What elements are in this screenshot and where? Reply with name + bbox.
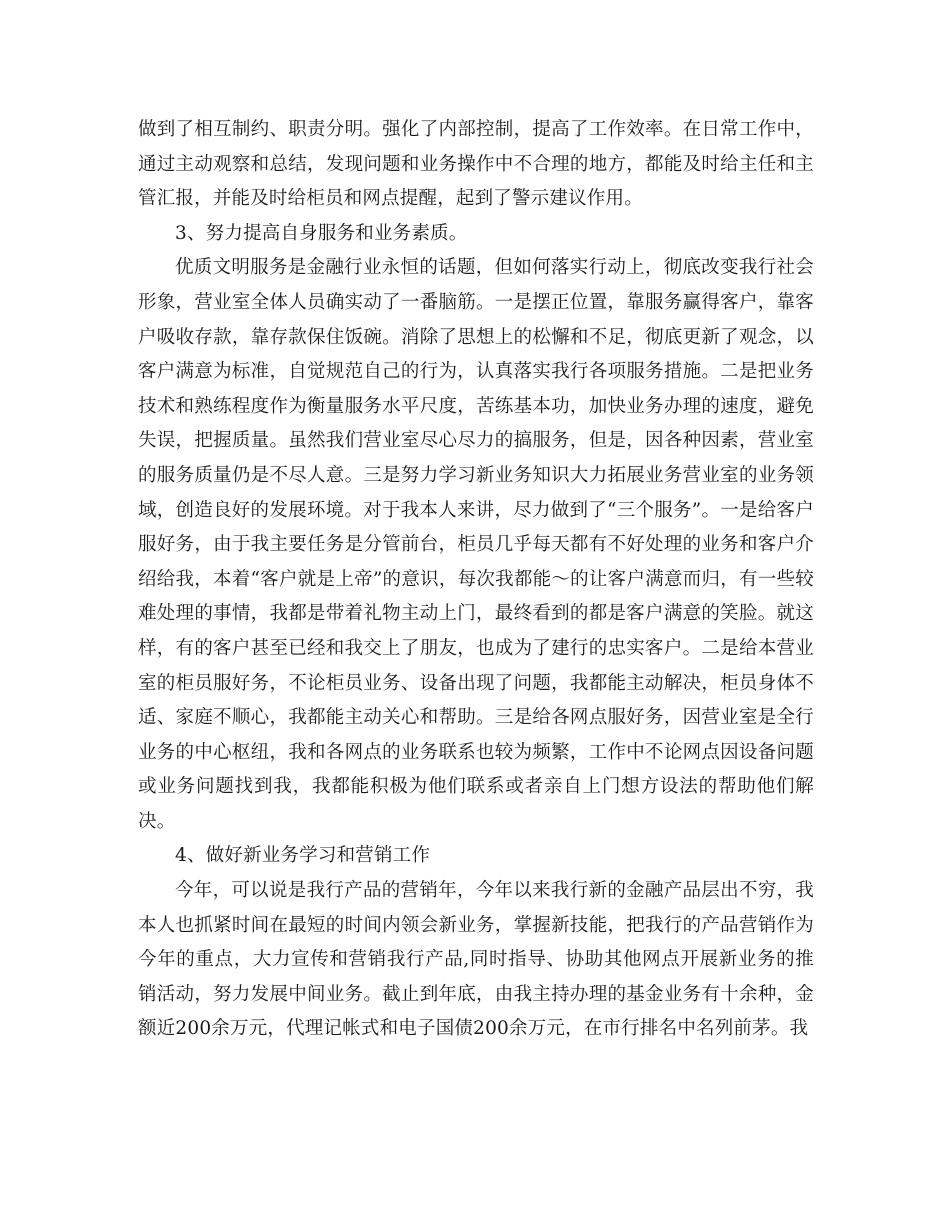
- heading-item-4: 4、做好新业务学习和营销工作: [175, 845, 431, 867]
- document-body: [138, 113, 814, 1047]
- heading-item-3: 3、努力提高自身服务和业务素质。: [175, 222, 468, 244]
- paragraph-continuation: 做到了相互制约、职责分明。强化了内部控制，提高了工作效率。在日常工作中，通过主动观察和总结，发现问题和业务操作中不合理的地方，都能及时给主任和主管汇报，并能及时给柜员和网点提醒，起到了警示建议作用。: [138, 119, 814, 210]
- paragraph-marketing: 今年，可以说是我行产品的营销年，今年以来我行新的金融产品层出不穷，我本人也抓紧时间在最短的时间内领会新业务，掌握新技能，把我行的产品营销作为今年的重点，大力宣传和营销我行产品,同时指导、协助其他网点开展新业务的推销活动，努力发展中间业务。截止到年底，由我主持办理的基金业务有十余种，金额近200余万元，代理记帐式和电子国债200余万元，在市行排名中名列前茅。我: [138, 880, 814, 1040]
- paragraph-service-quality: 优质文明服务是金融行业永恒的话题，但如何落实行动上，彻底改变我行社会形象，营业室全体人员确实动了一番脑筋。一是摆正位置，靠服务赢得客户，靠客户吸收存款，靠存款保住饭碗。消除了思想上的松懈和不足，彻底更新了观念，以客户满意为标准，自觉规范自己的行为，认真落实我行各项服务措施。二是把业务技术和熟练程度作为衡量服务水平尺度，苦练基本功，加快业务办理的速度，避免失误，把握质量。虽然我们营业室尽心尽力的搞服务，但是，因各种因素，营业室的服务质量仍是不尽人意。三是努力学习新业务知识大力拓展业务营业室的业务领域，创造良好的发展环境。对于我本人来讲，尽力做到了“三个服务”。一是给客户服好务，由于我主要任务是分管前台，柜员几乎每天都有不好处理的业务和客户介绍给我，本着“客户就是上帝”的意识，每次我都能～的让客户满意而归，有一些较难处理的事情，我都是带着礼物主动上门，最终看到的都是客户满意的笑脸。就这样，有的客户甚至已经和我交上了朋友，也成为了建行的忠实客户。二是给本营业室的柜员服好务，不论柜员业务、设备出现了问题，我都能主动解决，柜员身体不适、家庭不顺心，我都能主动关心和帮助。三是给各网点服好务，因营业室是全行业务的中心枢纽，我和各网点的业务联系也较为频繁，工作中不论网点因设备问题或业务问题找到我，我都能积极为他们联系或者亲自上门想方设法的帮助他们解决。: [138, 257, 814, 832]
